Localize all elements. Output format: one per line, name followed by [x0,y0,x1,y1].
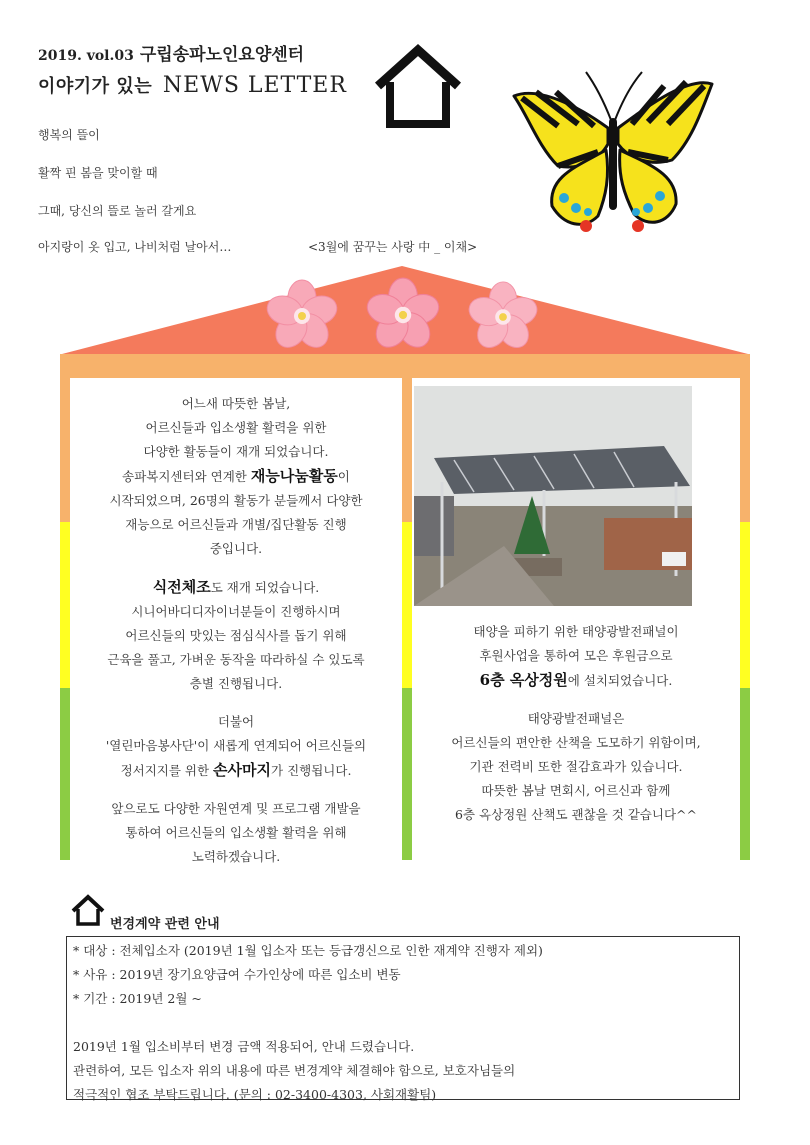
frame-top [60,354,750,378]
left-text-line [70,758,402,783]
notice-item: * 기간 : 2019년 2월 ~ [73,991,202,1006]
highlight-talent-sharing: 재능나눔활동 [250,467,338,485]
highlight-rooftop-garden: 6층 옥상정원 [479,671,568,689]
left-column-text [70,392,402,869]
right-text-line: 후원사업을 통하여 모은 후원금으로 [479,648,673,663]
left-text-line: 통하여 어르신들의 입소생활 활력을 위해 [125,825,347,840]
poem-line-2: 활짝 핀 봄을 맞이할 때 [38,166,158,180]
left-text-line: 어르신들의 맛있는 점심식사를 돕기 위해 [125,628,347,643]
left-text-line: 근육을 풀고, 가벼운 동작을 따라하실 수 있도록 [107,652,365,667]
left-text-line [70,464,402,489]
title-tagline: 이야기가 있는 [38,76,153,97]
notice-body-line: 적극적인 협조 부탁드립니다. (문의 : 02-3400-4303, 사회재활팀) [73,1087,437,1102]
right-text-line: 어르신들의 편안한 산책을 도모하기 위함이며, [451,735,701,750]
right-text-line: 태양광발전패널은 [527,711,625,726]
notice-item: * 사유 : 2019년 장기요양급여 수가인상에 따른 입소비 변동 [73,967,401,982]
flower-icon [264,278,340,354]
left-text-line: 어르신들과 입소생활 활력을 위한 [145,420,327,435]
left-text-line: 앞으로도 다양한 자원연계 및 프로그램 개발을 [111,801,361,816]
poem-line-3: 그때, 당신의 뜰로 놀러 갈게요 [38,204,197,218]
left-text-line: 층별 진행됩니다. [189,676,283,691]
text-span: 이 [337,469,350,484]
text-span: 송파복지센터와 연계한 [122,469,251,484]
left-text-line: 시니어바디디자이너분들이 진행하시며 [131,604,341,619]
rooftop-garden-photo [414,386,692,606]
title-newsletter: NEWS LETTER [162,73,347,98]
notice-item: * 대상 : 전체입소자 (2019년 1월 입소자 또는 등급갱신으로 인한 재계약 진행자 제외) [73,943,543,958]
poem-line-4: 아지랑이 옷 입고, 나비처럼 날아서… [38,240,232,254]
flower-icon [466,280,540,354]
notice-title: 변경계약 관련 안내 [110,917,220,932]
right-text-line [412,668,740,693]
left-text-line: 시작되었으며, 26명의 활동가 분들께서 다양한 [109,493,363,508]
text-span: 정서지지를 위한 [120,763,214,778]
text-span: 가 진행됩니다. [271,763,352,778]
left-text-line: 더불어 [217,714,255,729]
left-text-line: 다양한 활동들이 재개 되었습니다. [143,444,329,459]
poem-source: <3월에 꿈꾸는 사랑 中 _ 이채> [308,240,478,254]
flower-icon [364,276,442,354]
left-text-line: '열린마음봉사단'이 새롭게 연계되어 어르신들의 [105,738,367,753]
highlight-morning-exercise: 식전체조 [152,578,211,596]
left-text-line: 재능으로 어르신들과 개별/집단활동 진행 [125,517,347,532]
right-text-line: 태양을 피하기 위한 태양광발전패널이 [473,624,679,639]
text-span: 에 설치되었습니다. [567,673,673,688]
notice-box [66,936,740,1100]
text-span: 도 재개 되었습니다. [210,580,320,595]
notice-spacer [73,1011,733,1035]
left-text-line: 중입니다. [209,541,263,556]
right-column-text [412,620,740,827]
notice-body-line: 2019년 1월 입소비부터 변경 금액 적용되어, 안내 드렸습니다. [73,1039,415,1054]
left-text-line [70,575,402,600]
issue-number: 2019. vol.03 [38,48,134,64]
notice-body-line: 관련하여, 모든 입소자 위의 내용에 따른 변경계약 체결해야 함으로, 보호자님들의 [73,1063,516,1078]
highlight-hand-massage: 손사마지 [213,761,272,779]
right-text-line: 따뜻한 봄날 면회시, 어르신과 함께 [481,783,671,798]
left-text-line: 노력하겠습니다. [191,849,281,864]
poem-line-1: 행복의 뜰이 [38,128,100,142]
right-text-line: 6층 옥상정원 산책도 괜찮을 것 같습니다^^ [455,807,697,822]
organization-name: 구립송파노인요양센터 [139,45,305,65]
house-icon [70,893,106,927]
left-text-line: 어느새 따뜻한 봄날, [181,396,291,411]
right-text-line: 기관 전력비 또한 절감효과가 있습니다. [469,759,683,774]
